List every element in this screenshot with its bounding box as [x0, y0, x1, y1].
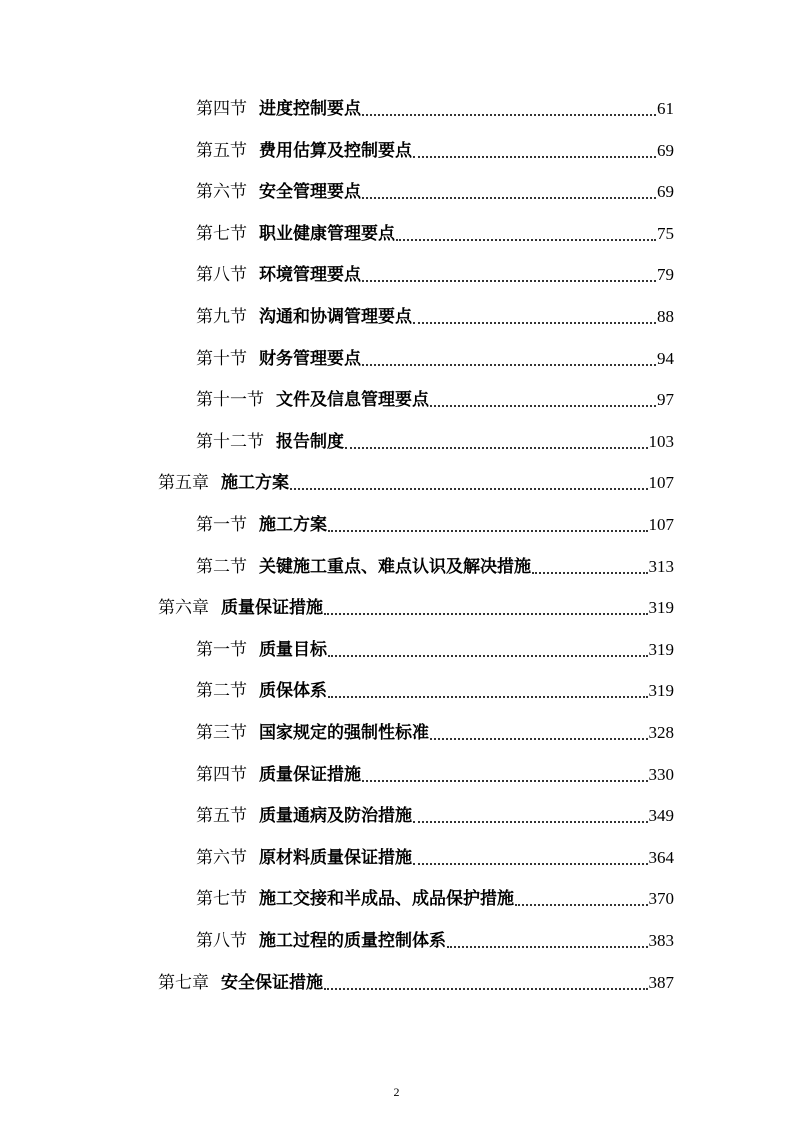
toc-section-entry[interactable]: [196, 805, 674, 827]
toc-entry-title: 施工过程的质量控制体系: [259, 931, 446, 951]
toc-entry-title: 职业健康管理要点: [259, 224, 395, 244]
toc-entry-page: 319: [648, 598, 674, 617]
toc-section-entry[interactable]: [196, 306, 674, 328]
toc-entry-number: 第七节: [196, 889, 247, 909]
toc-dot-leader: [413, 154, 656, 158]
toc-entry-number: 第八节: [196, 265, 247, 285]
toc-entry-title: 环境管理要点: [259, 265, 361, 285]
toc-entry-number: 第十一节: [196, 390, 264, 410]
toc-section-entry[interactable]: [196, 930, 674, 952]
toc-dot-leader: [362, 112, 656, 116]
toc-entry-page: 79: [657, 265, 674, 284]
toc-dot-leader: [447, 944, 648, 948]
toc-entry-page: 69: [657, 141, 674, 160]
toc-entry-page: 330: [648, 765, 674, 784]
toc-entry-title: 沟通和协调管理要点: [259, 307, 412, 327]
toc-entry-number: 第八节: [196, 931, 247, 951]
toc-entry-title: 进度控制要点: [259, 99, 361, 119]
toc-entry-page: 88: [657, 307, 674, 326]
page-number: 2: [393, 1085, 400, 1099]
toc-dot-leader: [328, 528, 648, 532]
toc-chapter-entry[interactable]: [158, 597, 674, 619]
toc-entry-number: 第六节: [196, 182, 247, 202]
toc-dot-leader: [532, 570, 648, 574]
toc-entry-title: 财务管理要点: [259, 349, 361, 369]
toc-entry-number: 第六章: [158, 598, 209, 618]
toc-entry-page: 61: [657, 99, 674, 118]
toc-section-entry[interactable]: [196, 680, 674, 702]
toc-dot-leader: [290, 486, 648, 490]
toc-entry-number: 第六节: [196, 848, 247, 868]
toc-section-entry[interactable]: [196, 514, 674, 536]
toc-dot-leader: [396, 237, 656, 241]
toc-dot-leader: [328, 694, 648, 698]
toc-entry-number: 第十二节: [196, 432, 264, 452]
toc-section-entry[interactable]: [196, 264, 674, 286]
toc-dot-leader: [413, 819, 648, 823]
toc-dot-leader: [362, 362, 656, 366]
toc-entry-title: 安全保证措施: [221, 973, 323, 993]
toc-entry-title: 质量保证措施: [259, 765, 361, 785]
toc-section-entry[interactable]: [196, 348, 674, 370]
toc-entry-number: 第九节: [196, 307, 247, 327]
toc-section-entry[interactable]: [196, 639, 674, 661]
toc-section-entry[interactable]: [196, 98, 674, 120]
toc-entry-title: 文件及信息管理要点: [276, 390, 429, 410]
toc-section-entry[interactable]: [196, 140, 674, 162]
toc-entry-number: 第五章: [158, 473, 209, 493]
toc-entry-page: 364: [648, 848, 674, 867]
toc-entry-title: 原材料质量保证措施: [259, 848, 412, 868]
toc-section-entry[interactable]: [196, 764, 674, 786]
toc-section-entry[interactable]: [196, 888, 674, 910]
toc-entry-page: 328: [648, 723, 674, 742]
toc-entry-title: 安全管理要点: [259, 182, 361, 202]
toc-dot-leader: [328, 653, 648, 657]
toc-section-entry[interactable]: [196, 223, 674, 245]
toc-dot-leader: [362, 195, 656, 199]
toc-entry-page: 319: [648, 640, 674, 659]
toc-entry-page: 69: [657, 182, 674, 201]
toc-dot-leader: [430, 736, 648, 740]
toc-entry-page: 370: [648, 889, 674, 908]
toc-entry-number: 第七节: [196, 224, 247, 244]
toc-entry-title: 施工交接和半成品、成品保护措施: [259, 889, 514, 909]
toc-dot-leader: [362, 278, 656, 282]
toc-dot-leader: [362, 778, 648, 782]
toc-entry-page: 103: [648, 432, 674, 451]
toc-entry-page: 107: [648, 515, 674, 534]
toc-dot-leader: [413, 320, 656, 324]
toc-entry-number: 第二节: [196, 681, 247, 701]
toc-section-entry[interactable]: [196, 431, 674, 453]
toc-section-entry[interactable]: [196, 181, 674, 203]
toc-chapter-entry[interactable]: [158, 972, 674, 994]
toc-entry-title: 施工方案: [259, 515, 327, 535]
toc-entry-title: 施工方案: [221, 473, 289, 493]
toc-entry-title: 费用估算及控制要点: [259, 141, 412, 161]
toc-entry-page: 97: [657, 390, 674, 409]
toc-entry-number: 第十节: [196, 349, 247, 369]
toc-entry-page: 349: [648, 806, 674, 825]
toc-section-entry[interactable]: [196, 722, 674, 744]
toc-dot-leader: [324, 611, 648, 615]
toc-entry-number: 第二节: [196, 557, 247, 577]
toc-dot-leader: [345, 445, 648, 449]
toc-entry-number: 第四节: [196, 765, 247, 785]
toc-entry-title: 国家规定的强制性标准: [259, 723, 429, 743]
toc-entry-number: 第五节: [196, 806, 247, 826]
toc-dot-leader: [515, 902, 648, 906]
toc-dot-leader: [324, 986, 648, 990]
toc-entry-number: 第一节: [196, 640, 247, 660]
toc-entry-title: 报告制度: [276, 432, 344, 452]
toc-entry-page: 94: [657, 349, 674, 368]
toc-entry-title: 关键施工重点、难点认识及解决措施: [259, 557, 531, 577]
toc-dot-leader: [430, 403, 656, 407]
toc-entry-title: 质量保证措施: [221, 598, 323, 618]
toc-section-entry[interactable]: [196, 556, 674, 578]
toc-entry-number: 第七章: [158, 973, 209, 993]
toc-entry-title: 质量目标: [259, 640, 327, 660]
toc-entry-page: 387: [648, 973, 674, 992]
toc-entry-title: 质保体系: [259, 681, 327, 701]
toc-entry-number: 第五节: [196, 141, 247, 161]
toc-entry-page: 313: [648, 557, 674, 576]
toc-entry-title: 质量通病及防治措施: [259, 806, 412, 826]
toc-entry-page: 383: [648, 931, 674, 950]
toc-entry-page: 75: [657, 224, 674, 243]
toc-chapter-entry[interactable]: [158, 472, 674, 494]
toc-section-entry[interactable]: [196, 847, 674, 869]
toc-dot-leader: [413, 861, 648, 865]
toc-entry-page: 319: [648, 681, 674, 700]
toc-entry-number: 第三节: [196, 723, 247, 743]
toc-section-entry[interactable]: [196, 389, 674, 411]
toc-entry-page: 107: [648, 473, 674, 492]
toc-entry-number: 第一节: [196, 515, 247, 535]
toc-entry-number: 第四节: [196, 99, 247, 119]
